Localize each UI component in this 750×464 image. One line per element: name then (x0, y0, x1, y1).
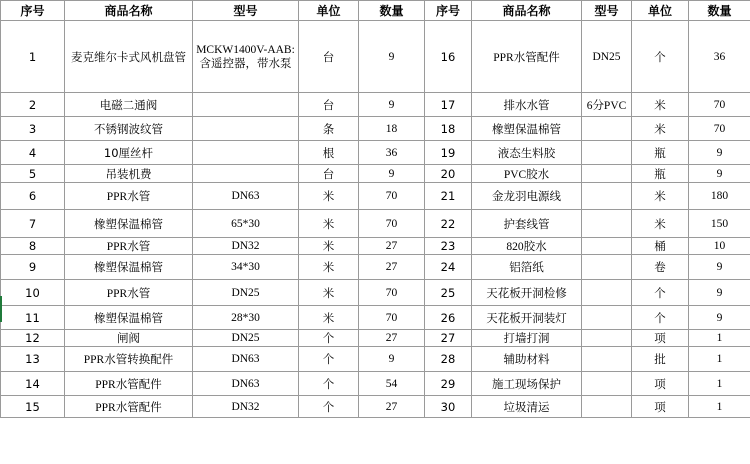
cell-left-qty[interactable]: 9 (359, 165, 425, 183)
header-cell[interactable]: 型号 (193, 1, 299, 21)
cell-right-unit[interactable]: 瓶 (632, 165, 689, 183)
cell-left-unit[interactable]: 台 (299, 21, 359, 93)
cell-left-unit[interactable]: 根 (299, 141, 359, 165)
cell-left-unit[interactable]: 米 (299, 255, 359, 280)
cell-left-unit[interactable]: 米 (299, 280, 359, 306)
table-row (1, 210, 750, 238)
cell-left-no[interactable]: 1 (1, 21, 65, 93)
cell-left-model[interactable]: DN32 (193, 238, 299, 255)
cell-left-qty[interactable]: 70 (359, 306, 425, 330)
cell-left-model[interactable]: DN25 (193, 280, 299, 306)
cell-right-no[interactable]: 30 (425, 396, 472, 418)
cell-right-unit[interactable]: 米 (632, 117, 689, 141)
cell-left-name[interactable]: PPR水管 (65, 238, 193, 255)
cell-left-no[interactable]: 2 (1, 93, 65, 117)
table-row (1, 280, 750, 306)
cell-right-unit[interactable]: 项 (632, 372, 689, 396)
cell-right-name[interactable]: 820胶水 (472, 238, 582, 255)
cell-right-qty[interactable]: 9 (689, 306, 750, 330)
cell-right-unit[interactable]: 个 (632, 306, 689, 330)
cell-right-unit[interactable]: 瓶 (632, 141, 689, 165)
header-cell[interactable]: 商品名称 (65, 1, 193, 21)
cell-left-name[interactable]: 闸阀 (65, 330, 193, 347)
cell-right-model[interactable] (582, 165, 632, 183)
cell-right-qty[interactable]: 10 (689, 238, 750, 255)
cell-left-unit[interactable]: 米 (299, 210, 359, 238)
cell-left-qty[interactable]: 9 (359, 21, 425, 93)
cell-right-unit[interactable]: 卷 (632, 255, 689, 280)
cell-right-no[interactable]: 29 (425, 372, 472, 396)
cell-left-qty[interactable]: 18 (359, 117, 425, 141)
cell-left-model[interactable]: 65*30 (193, 210, 299, 238)
cell-right-no[interactable]: 22 (425, 210, 472, 238)
cell-left-model[interactable]: DN63 (193, 183, 299, 210)
header-cell[interactable]: 序号 (1, 1, 65, 21)
cell-right-no[interactable]: 27 (425, 330, 472, 347)
cell-left-qty[interactable]: 27 (359, 330, 425, 347)
cell-right-qty[interactable]: 1 (689, 372, 750, 396)
cell-right-qty[interactable]: 180 (689, 183, 750, 210)
table-row (1, 21, 750, 93)
cell-right-model[interactable]: DN25 (582, 21, 632, 93)
cell-right-name[interactable]: 铝箔纸 (472, 255, 582, 280)
table-row (1, 330, 750, 347)
header-cell[interactable]: 数量 (689, 1, 750, 21)
table-row (1, 93, 750, 117)
cell-left-name[interactable]: PPR水管配件 (65, 372, 193, 396)
cell-right-qty[interactable]: 70 (689, 93, 750, 117)
cell-left-name[interactable]: PPR水管转换配件 (65, 347, 193, 372)
cell-right-model[interactable] (582, 141, 632, 165)
header-row (1, 1, 750, 21)
cell-left-qty[interactable]: 70 (359, 280, 425, 306)
cell-right-unit[interactable]: 桶 (632, 238, 689, 255)
cell-left-qty[interactable]: 36 (359, 141, 425, 165)
cell-right-unit[interactable]: 米 (632, 183, 689, 210)
cell-right-no[interactable]: 28 (425, 347, 472, 372)
cell-left-unit[interactable]: 米 (299, 306, 359, 330)
cell-left-model[interactable]: 34*30 (193, 255, 299, 280)
cell-left-unit[interactable]: 个 (299, 347, 359, 372)
cell-left-unit[interactable]: 个 (299, 330, 359, 347)
cell-right-qty[interactable]: 9 (689, 141, 750, 165)
cell-left-no[interactable]: 8 (1, 238, 65, 255)
cell-left-no[interactable]: 10 (1, 280, 65, 306)
table-row (1, 306, 750, 330)
cell-right-model[interactable] (582, 347, 632, 372)
cell-left-no[interactable]: 15 (1, 396, 65, 418)
cell-left-name[interactable]: 橡塑保温棉管 (65, 306, 193, 330)
cell-right-no[interactable]: 24 (425, 255, 472, 280)
cell-left-qty[interactable]: 27 (359, 238, 425, 255)
cell-right-no[interactable]: 19 (425, 141, 472, 165)
cell-right-model[interactable] (582, 306, 632, 330)
cell-right-qty[interactable]: 70 (689, 117, 750, 141)
table-body (1, 21, 750, 418)
table-row (1, 238, 750, 255)
cell-right-qty[interactable]: 9 (689, 280, 750, 306)
cell-right-no[interactable]: 23 (425, 238, 472, 255)
cell-right-unit[interactable]: 个 (632, 21, 689, 93)
cell-left-name[interactable]: 不锈钢波纹管 (65, 117, 193, 141)
cell-left-no[interactable]: 11 (1, 306, 65, 330)
cell-right-name[interactable]: 液态生料胶 (472, 141, 582, 165)
cell-left-qty[interactable]: 9 (359, 93, 425, 117)
cell-left-name[interactable]: 吊装机费 (65, 165, 193, 183)
cell-left-no[interactable]: 14 (1, 372, 65, 396)
cell-right-name[interactable]: 施工现场保护 (472, 372, 582, 396)
row-marker (0, 296, 2, 322)
cell-right-unit[interactable]: 个 (632, 280, 689, 306)
cell-right-qty[interactable]: 1 (689, 347, 750, 372)
header-cell[interactable]: 数量 (359, 1, 425, 21)
cell-left-name[interactable]: PPR水管 (65, 183, 193, 210)
cell-left-model[interactable] (193, 141, 299, 165)
header-cell[interactable]: 单位 (632, 1, 689, 21)
cell-left-model[interactable]: DN25 (193, 330, 299, 347)
cell-left-model[interactable]: DN63 (193, 347, 299, 372)
cell-left-unit[interactable]: 米 (299, 238, 359, 255)
cell-left-no[interactable]: 5 (1, 165, 65, 183)
cell-right-model[interactable] (582, 330, 632, 347)
cell-left-model[interactable]: MCKW1400V-AAB: 含遥控器，带水泵 (193, 21, 299, 93)
cell-left-model[interactable]: DN32 (193, 396, 299, 418)
cell-right-name[interactable]: PPR水管配件 (472, 21, 582, 93)
table-row (1, 183, 750, 210)
cell-left-qty[interactable]: 27 (359, 255, 425, 280)
cell-right-qty[interactable]: 1 (689, 396, 750, 418)
cell-right-no[interactable]: 18 (425, 117, 472, 141)
cell-right-name[interactable]: 天花板开洞装灯 (472, 306, 582, 330)
cell-right-unit[interactable]: 批 (632, 347, 689, 372)
cell-left-model[interactable] (193, 165, 299, 183)
cell-right-model[interactable] (582, 210, 632, 238)
table-row (1, 117, 750, 141)
cell-left-qty[interactable]: 70 (359, 183, 425, 210)
cell-left-name[interactable]: 电磁二通阀 (65, 93, 193, 117)
header-cell[interactable]: 型号 (582, 1, 632, 21)
cell-right-no[interactable]: 17 (425, 93, 472, 117)
cell-right-unit[interactable]: 项 (632, 396, 689, 418)
cell-left-unit[interactable]: 台 (299, 93, 359, 117)
cell-left-no[interactable]: 9 (1, 255, 65, 280)
cell-right-unit[interactable]: 米 (632, 93, 689, 117)
header-cell[interactable]: 序号 (425, 1, 472, 21)
cell-right-name[interactable]: 天花板开洞检修 (472, 280, 582, 306)
table-row (1, 255, 750, 280)
cell-right-unit[interactable]: 项 (632, 330, 689, 347)
cell-left-name[interactable]: 橡塑保温棉管 (65, 210, 193, 238)
cell-left-no[interactable]: 3 (1, 117, 65, 141)
cell-left-qty[interactable]: 9 (359, 347, 425, 372)
cell-right-name[interactable]: 打墙打洞 (472, 330, 582, 347)
cell-left-model[interactable]: DN63 (193, 372, 299, 396)
cell-right-name[interactable]: 排水水管 (472, 93, 582, 117)
table-row (1, 165, 750, 183)
cell-left-name[interactable]: 橡塑保温棉管 (65, 255, 193, 280)
cell-right-name[interactable]: 橡塑保温棉管 (472, 117, 582, 141)
cell-right-model[interactable] (582, 372, 632, 396)
cell-left-model[interactable] (193, 117, 299, 141)
cell-right-model[interactable] (582, 396, 632, 418)
cell-right-no[interactable]: 26 (425, 306, 472, 330)
cell-left-unit[interactable]: 米 (299, 183, 359, 210)
header-cell[interactable]: 单位 (299, 1, 359, 21)
cell-left-model[interactable]: 28*30 (193, 306, 299, 330)
cell-left-unit[interactable]: 条 (299, 117, 359, 141)
cell-left-no[interactable]: 4 (1, 141, 65, 165)
cell-right-unit[interactable]: 米 (632, 210, 689, 238)
cell-left-model[interactable] (193, 93, 299, 117)
cell-left-name[interactable]: PPR水管配件 (65, 396, 193, 418)
cell-right-model[interactable] (582, 255, 632, 280)
cell-right-model[interactable] (582, 183, 632, 210)
cell-right-model[interactable] (582, 280, 632, 306)
table-row (1, 372, 750, 396)
cell-left-name[interactable]: PPR水管 (65, 280, 193, 306)
cell-right-qty[interactable]: 1 (689, 330, 750, 347)
cell-right-no[interactable]: 25 (425, 280, 472, 306)
cell-right-model[interactable]: 6分PVC (582, 93, 632, 117)
cell-left-no[interactable]: 6 (1, 183, 65, 210)
cell-left-qty[interactable]: 70 (359, 210, 425, 238)
cell-right-qty[interactable]: 9 (689, 165, 750, 183)
cell-right-name[interactable]: 辅助材料 (472, 347, 582, 372)
cell-left-qty[interactable]: 27 (359, 396, 425, 418)
cell-left-unit[interactable]: 个 (299, 372, 359, 396)
table-row (1, 396, 750, 418)
cell-right-name[interactable]: 金龙羽电源线 (472, 183, 582, 210)
header-cell[interactable]: 商品名称 (472, 1, 582, 21)
table-row (1, 347, 750, 372)
cell-left-unit[interactable]: 个 (299, 396, 359, 418)
table-row (1, 141, 750, 165)
cell-right-model[interactable] (582, 117, 632, 141)
cell-left-no[interactable]: 13 (1, 347, 65, 372)
cell-right-no[interactable]: 21 (425, 183, 472, 210)
cell-right-name[interactable]: PVC胶水 (472, 165, 582, 183)
cell-left-no[interactable]: 7 (1, 210, 65, 238)
cell-right-qty[interactable]: 36 (689, 21, 750, 93)
cell-right-no[interactable]: 16 (425, 21, 472, 93)
cell-left-qty[interactable]: 54 (359, 372, 425, 396)
cell-left-name[interactable]: 10厘丝杆 (65, 141, 193, 165)
cell-left-name[interactable]: 麦克维尔卡式风机盘管 (65, 21, 193, 93)
cell-right-qty[interactable]: 9 (689, 255, 750, 280)
cell-right-model[interactable] (582, 238, 632, 255)
cell-right-qty[interactable]: 150 (689, 210, 750, 238)
cell-right-name[interactable]: 护套线管 (472, 210, 582, 238)
cell-left-no[interactable]: 12 (1, 330, 65, 347)
cell-right-name[interactable]: 垃圾清运 (472, 396, 582, 418)
cell-right-no[interactable]: 20 (425, 165, 472, 183)
cell-left-unit[interactable]: 台 (299, 165, 359, 183)
